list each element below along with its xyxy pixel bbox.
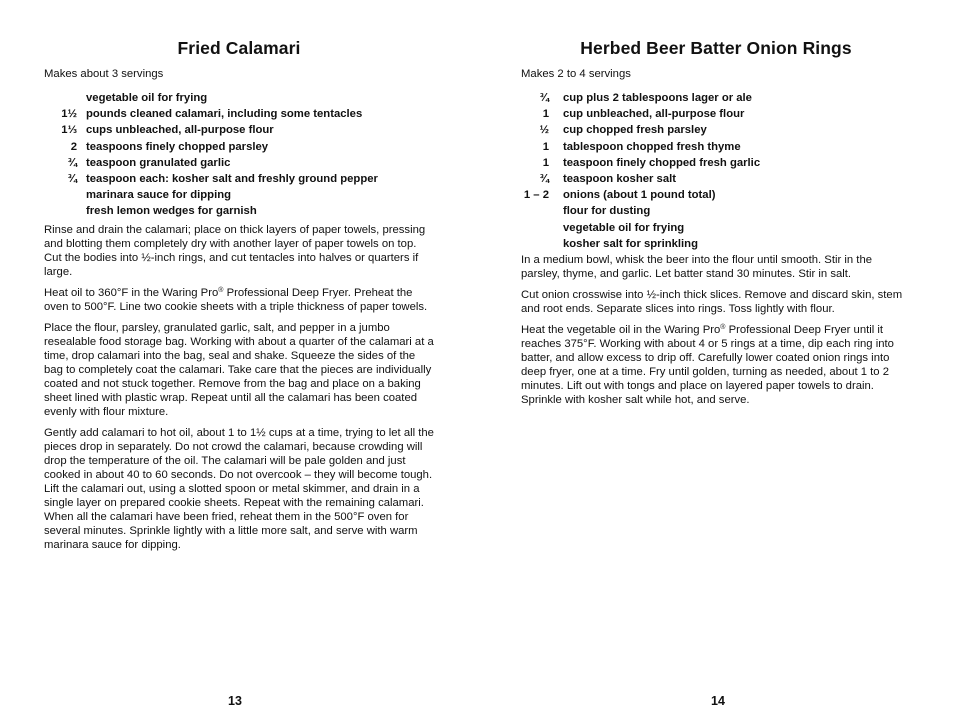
ingredient-list: [521, 90, 760, 252]
ingredient-row: [44, 171, 378, 187]
ingredient-name: tablespoon chopped fresh thyme: [563, 140, 741, 153]
ingredient-quantity: [44, 187, 77, 203]
ingredient-name: cups unbleached, all-purpose flour: [86, 124, 274, 137]
ingredient-quantity: 1⅓: [61, 124, 77, 137]
ingredient-quantity: [521, 236, 549, 252]
left-page: [44, 0, 434, 726]
ingredient-quantity: ¾: [539, 172, 549, 185]
recipe-instructions: [521, 253, 913, 414]
recipe-yield: Makes about 3 servings: [44, 68, 164, 80]
registered-mark: ®: [720, 324, 726, 331]
instruction-text: Heat oil to 360°F in the Waring Pro: [44, 287, 219, 299]
ingredient-row: [44, 90, 378, 106]
recipe-title: Herbed Beer Batter Onion Rings: [580, 38, 852, 58]
ingredient-quantity: 2: [70, 140, 77, 153]
ingredient-row: [521, 155, 760, 171]
ingredient-name: fresh lemon wedges for garnish: [86, 205, 257, 218]
ingredient-name: cup chopped fresh parsley: [563, 124, 707, 137]
instruction-paragraph: [44, 286, 436, 314]
ingredient-row: [44, 122, 378, 138]
ingredient-row: [521, 236, 760, 252]
ingredient-name: kosher salt for sprinkling: [563, 237, 698, 250]
ingredient-list: [44, 90, 378, 220]
ingredient-name: cup unbleached, all-purpose flour: [563, 108, 745, 121]
ingredient-row: [521, 203, 760, 219]
registered-mark: ®: [218, 287, 224, 294]
instruction-paragraph: Rinse and drain the calamari; place on thick layers of paper towels, pressing and blotting them completely dry with another layer of paper towels on top. Cut the bodies into ½-inch rings, and cut tentacles into halves or quarters if large.: [44, 224, 426, 278]
ingredient-row: [44, 155, 378, 171]
page-number: 13: [228, 694, 242, 708]
instruction-paragraph: Gently add calamari to hot oil, about 1 to 1½ cups at a time, trying to let all the pieces drop in separately. Do not crowd the calamari, because crowding will drop the temperature of the oil. The calamari will be pale golden and just cooked in about 40 to 60 seconds. Do not overcook – they will become tough. Lift the calamari out, using a slotted spoon or metal skimmer, and drain in a single layer on prepared cookie sheets. Repeat with the remaining calamari. When all the calamari have been fried, reheat them in the 500°F oven for several minutes. Sprinkle lightly with a little more salt, and serve with warm marinara sauce for dipping.: [44, 427, 434, 551]
ingredient-quantity: 1 – 2: [523, 189, 549, 202]
ingredient-row: [521, 106, 760, 122]
ingredient-row: [44, 106, 378, 122]
ingredient-name: vegetable oil for frying: [86, 92, 208, 104]
ingredient-quantity: 1: [542, 156, 549, 169]
ingredient-name: teaspoon granulated garlic: [86, 156, 231, 169]
ingredient-name: teaspoon each: kosher salt and freshly ground pepper: [86, 172, 378, 185]
ingredient-name: vegetable oil for frying: [563, 221, 685, 234]
instruction-paragraph: Cut onion crosswise into ½-inch thick slices. Remove and discard skin, stem and root ends. Separate slices into rings. Toss lightly with flour.: [521, 289, 903, 315]
ingredient-quantity: ¾: [67, 172, 77, 185]
instruction-text: Professional Deep Fryer. Preheat the oven to 500°F. Line two cookie sheets with a triple thickness of paper towels.: [44, 287, 428, 313]
ingredient-row: [521, 187, 760, 203]
ingredient-quantity: [44, 203, 77, 219]
ingredient-name: pounds cleaned calamari, including some tentacles: [86, 108, 363, 121]
instruction-paragraph: Place the flour, parsley, granulated garlic, salt, and pepper in a jumbo resealable food storage bag. Working with about a quarter of the calamari at a time, drop calamari into the bag, seal and shake. Squeeze the sides of the bag to completely coat the calamari. Take care that the pieces are individually coated and not stuck together. Remove from the bag and place on a baking sheet lined with plastic wrap. Repeat until all the calamari has been coated evenly with flour mixture.: [44, 322, 434, 418]
ingredient-name: cup plus 2 tablespoons lager or ale: [563, 92, 752, 104]
instruction-text: Heat the vegetable oil in the Waring Pro: [521, 324, 721, 336]
ingredient-row: [521, 171, 760, 187]
ingredient-name: teaspoon kosher salt: [563, 172, 677, 185]
ingredient-name: flour for dusting: [563, 205, 651, 218]
ingredient-row: [521, 220, 760, 236]
recipe-title: Fried Calamari: [177, 38, 301, 58]
ingredient-row: [521, 90, 760, 106]
ingredient-quantity: 1: [542, 108, 549, 121]
ingredient-row: [44, 187, 378, 203]
ingredient-quantity: ¾: [539, 92, 549, 104]
ingredient-quantity: [521, 203, 549, 219]
ingredient-name: marinara sauce for dipping: [86, 189, 232, 202]
ingredient-quantity: 1½: [61, 108, 77, 121]
ingredient-row: [521, 122, 760, 138]
ingredient-row: [44, 203, 378, 219]
ingredient-row: [521, 139, 760, 155]
instruction-paragraph: In a medium bowl, whisk the beer into the flour until smooth. Stir in the parsley, thyme, and garlic. Let batter stand 30 minutes. Stir in salt.: [521, 254, 873, 280]
ingredient-quantity: [521, 220, 549, 236]
ingredient-name: onions (about 1 pound total): [563, 189, 716, 202]
ingredient-quantity: ¾: [67, 156, 77, 169]
ingredient-row: [44, 139, 378, 155]
ingredient-quantity: [44, 90, 77, 106]
recipe-yield: Makes 2 to 4 servings: [521, 68, 631, 80]
page-number: 14: [711, 694, 725, 708]
ingredient-name: teaspoons finely chopped parsley: [86, 140, 269, 153]
ingredient-quantity: 1: [542, 140, 549, 153]
ingredient-quantity: ½: [539, 124, 549, 137]
recipe-instructions: [44, 223, 436, 559]
right-page: [521, 0, 911, 726]
instruction-paragraph: [521, 323, 913, 407]
ingredient-name: teaspoon finely chopped fresh garlic: [563, 156, 761, 169]
instruction-text: Professional Deep Fryer until it reaches 375°F. Working with about 4 or 5 rings at a time, dip each ring into batter, and allow excess to drip off. Carefully lower coated onion rings into deep fryer, one at a time. Fry until golden, turning as needed, about 1 to 2 minutes. Lift out with tongs and place on layered paper towels to drain. Sprinkle with kosher salt while hot, and serve.: [521, 324, 894, 406]
